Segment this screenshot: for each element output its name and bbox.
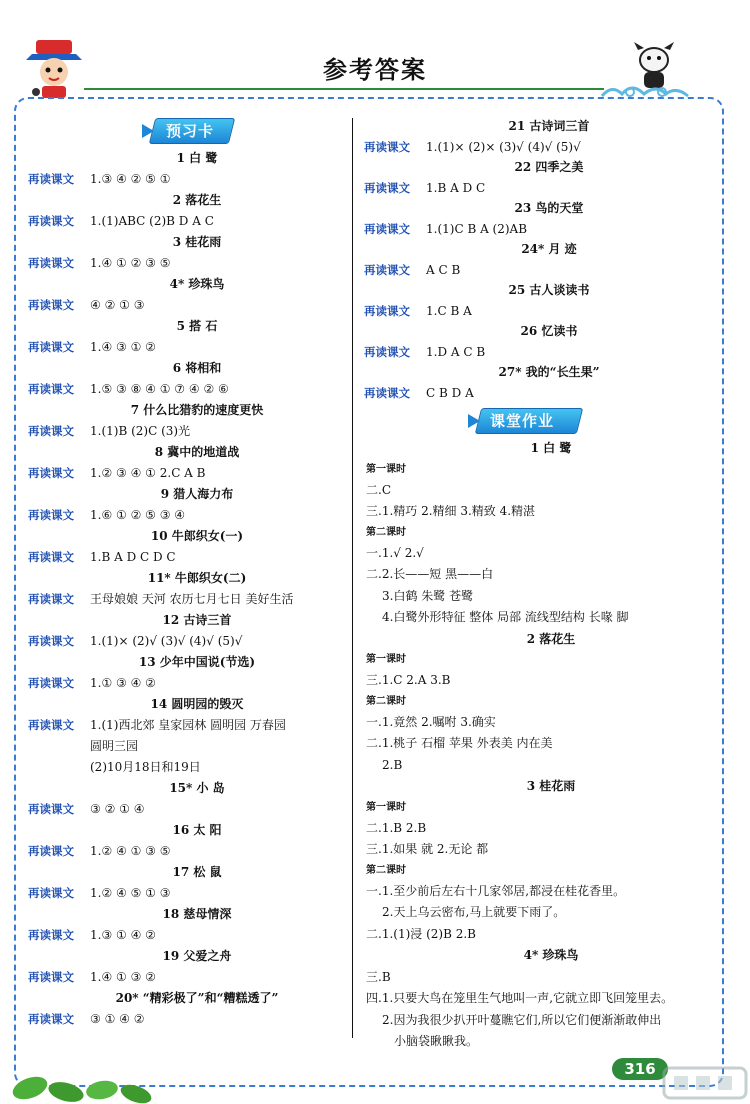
answer-text: 王母娘娘 天河 农历七月七日 美好生活 bbox=[90, 592, 294, 606]
leaf-decoration-icon bbox=[10, 1048, 170, 1104]
lesson-title: 18 慈母情深 bbox=[162, 907, 232, 921]
watermark-icon bbox=[660, 1062, 750, 1104]
reread-label: 再读课文 bbox=[28, 886, 74, 900]
answer-text: 二.1.B 2.B bbox=[366, 820, 427, 835]
lesson-title: 4* 珍珠鸟 bbox=[523, 948, 579, 962]
lesson-title: 13 少年中国说(节选) bbox=[138, 655, 256, 669]
reread-label: 再读课文 bbox=[28, 256, 74, 270]
lesson-title: 19 父爱之舟 bbox=[162, 949, 232, 963]
title-underline bbox=[84, 88, 604, 90]
lesson-period: 第一课时 bbox=[366, 654, 406, 665]
header bbox=[0, 0, 750, 100]
lesson-period: 第二课时 bbox=[366, 864, 406, 876]
lesson-title: 2 落花生 bbox=[526, 631, 576, 646]
answer-text: 2.B bbox=[382, 757, 403, 772]
lesson-title: 10 牛郎织女(一) bbox=[150, 529, 244, 543]
lesson-title: 14 圆明园的毁灭 bbox=[150, 697, 244, 711]
lesson-title: 26 忆读书 bbox=[520, 324, 578, 338]
answer-text: 1.D A C B bbox=[426, 344, 486, 359]
answer-text: 1.B A D C D C bbox=[90, 550, 176, 564]
column-divider bbox=[352, 118, 353, 1038]
answer-text: 1.(1)ABC (2)B D A C bbox=[90, 214, 214, 228]
answer-text: 一.1.竟然 2.嘱咐 3.确实 bbox=[366, 714, 496, 729]
reread-label: 再读课文 bbox=[364, 262, 410, 277]
answer-text: 三.1.C 2.A 3.B bbox=[366, 673, 451, 687]
lesson-title: 12 古诗三首 bbox=[162, 613, 232, 627]
lesson-title: 17 松 鼠 bbox=[172, 865, 222, 879]
badge-preview-card bbox=[152, 118, 242, 144]
answer-text: 小脑袋瞅瞅我。 bbox=[394, 1034, 479, 1048]
answer-text: 二.C bbox=[366, 482, 391, 497]
answer-text: 1.(1)西北郊 皇家园林 圆明园 万春园 bbox=[90, 718, 286, 732]
answer-text: 1.⑥ ① ② ⑤ ③ ④ bbox=[90, 508, 186, 522]
answer-text: 4.白鹭外形特征 整体 局部 流线型结构 长喙 脚 bbox=[382, 610, 629, 624]
answer-text: 1.① ③ ④ ② bbox=[90, 676, 156, 690]
answer-text: 1.(1)B (2)C (3)光 bbox=[90, 424, 191, 438]
lesson-title: 16 太 阳 bbox=[172, 823, 222, 837]
reread-label: 再读课文 bbox=[28, 382, 74, 396]
answer-text: 1.② ③ ④ ① 2.C A B bbox=[90, 466, 206, 480]
page-number: 316 bbox=[612, 1058, 668, 1080]
answer-text: 3.白鹤 朱鹭 苍鹭 bbox=[382, 588, 474, 603]
reread-label: 再读课文 bbox=[364, 139, 410, 154]
lesson-title: 6 将相和 bbox=[172, 361, 222, 375]
reread-label: 再读课文 bbox=[28, 340, 74, 354]
reread-label: 再读课文 bbox=[364, 385, 410, 400]
lesson-period: 第一课时 bbox=[366, 463, 406, 475]
lesson-title: 11* 牛郎织女(二) bbox=[147, 571, 247, 585]
page-title: 参考答案 bbox=[323, 56, 427, 84]
lesson-title: 2 落花生 bbox=[172, 193, 222, 207]
answer-text: 1.③ ④ ② ⑤ ① bbox=[90, 172, 171, 186]
answer-text: 1.(1)× (2)× (3)√ (4)√ (5)√ bbox=[426, 139, 581, 154]
reread-label: 再读课文 bbox=[28, 676, 74, 690]
lesson-title: 3 桂花雨 bbox=[172, 235, 222, 249]
lesson-title: 1 白 鹭 bbox=[530, 441, 572, 455]
lesson-title: 25 古人谈读书 bbox=[508, 283, 590, 297]
answer-text: ③ ① ④ ② bbox=[90, 1012, 145, 1026]
answer-text: 1.④ ① ③ ② bbox=[90, 970, 156, 984]
badge-preview-card-label: 预习卡 bbox=[166, 122, 215, 140]
lesson-title: 7 什么比猎豹的速度更快 bbox=[130, 403, 264, 417]
reread-label: 再读课文 bbox=[28, 508, 74, 522]
lesson-title: 4* 珍珠鸟 bbox=[169, 277, 225, 291]
lesson-title: 3 桂花雨 bbox=[526, 779, 576, 793]
lesson-title: 8 冀中的地道战 bbox=[154, 445, 240, 459]
answer-text: 二.2.长——短 黑——白 bbox=[366, 567, 494, 581]
answer-text: 一.1.√ 2.√ bbox=[366, 545, 424, 560]
answer-text: 1.② ④ ① ③ ⑤ bbox=[90, 844, 171, 858]
reread-label: 再读课文 bbox=[364, 180, 410, 195]
lesson-period: 第一课时 bbox=[366, 801, 406, 813]
lesson-title: 27* 我的“长生果” bbox=[498, 365, 600, 379]
answer-text: 圆明三园 bbox=[90, 739, 139, 753]
answer-text: 三.1.如果 就 2.无论 都 bbox=[366, 842, 489, 856]
lesson-title: 24* 月 迹 bbox=[521, 242, 577, 256]
badge-classroom-homework-label: 课堂作业 bbox=[490, 412, 555, 430]
answer-text: 一.1.至少前后左右十几家邻居,都浸在桂花香里。 bbox=[366, 883, 626, 898]
answer-text: ③ ② ① ④ bbox=[90, 802, 145, 816]
answer-text: A C B bbox=[426, 262, 461, 277]
reread-label: 再读课文 bbox=[28, 214, 74, 228]
answer-text: 三.1.精巧 2.精细 3.精致 4.精湛 bbox=[366, 504, 536, 518]
answer-text: 三.B bbox=[366, 969, 391, 984]
lesson-title: 5 搭 石 bbox=[176, 319, 218, 333]
reread-label: 再读课文 bbox=[28, 592, 74, 606]
lesson-title: 23 鸟的天堂 bbox=[514, 201, 584, 215]
lesson-title: 21 古诗词三首 bbox=[508, 119, 590, 133]
answer-text: 1.③ ① ④ ② bbox=[90, 928, 156, 942]
badge-classroom-homework bbox=[478, 408, 588, 434]
answer-text: 四.1.只要大鸟在笼里生气地叫一声,它就立即飞回笼里去。 bbox=[366, 991, 674, 1005]
answer-text: 1.B A D C bbox=[426, 180, 486, 195]
answer-text: 二.1.桃子 石榴 苹果 外表美 内在美 bbox=[366, 736, 553, 750]
answer-text: 1.④ ① ② ③ ⑤ bbox=[90, 256, 171, 270]
reread-label: 再读课文 bbox=[28, 550, 74, 564]
answer-text: C B D A bbox=[426, 385, 474, 400]
reread-label: 再读课文 bbox=[28, 634, 74, 648]
reread-label: 再读课文 bbox=[28, 466, 74, 480]
lesson-title: 1 白 鹭 bbox=[176, 151, 218, 165]
reread-label: 再读课文 bbox=[28, 970, 74, 984]
reread-label: 再读课文 bbox=[28, 298, 74, 312]
lesson-period: 第二课时 bbox=[366, 695, 406, 707]
answer-text: 1.(1)× (2)√ (3)√ (4)√ (5)√ bbox=[90, 634, 243, 648]
reread-label: 再读课文 bbox=[28, 802, 74, 816]
reread-label: 再读课文 bbox=[364, 221, 410, 236]
lesson-title: 9 猎人海力布 bbox=[160, 487, 234, 501]
reread-label: 再读课文 bbox=[28, 928, 74, 942]
answer-text: 1.(1)C B A (2)AB bbox=[426, 221, 528, 236]
lesson-title: 15* 小 岛 bbox=[169, 781, 225, 795]
answer-text: 1.② ④ ⑤ ① ③ bbox=[90, 886, 171, 900]
reread-label: 再读课文 bbox=[28, 844, 74, 858]
reread-label: 再读课文 bbox=[364, 303, 410, 318]
answer-text: (2)10月18日和19日 bbox=[90, 760, 201, 774]
lesson-period: 第二课时 bbox=[366, 526, 406, 538]
reread-label: 再读课文 bbox=[28, 718, 74, 732]
reread-label: 再读课文 bbox=[28, 172, 74, 186]
answer-text: 1.C B A bbox=[426, 303, 472, 318]
reread-label: 再读课文 bbox=[364, 344, 410, 359]
answer-text: 二.1.(1)浸 (2)B 2.B bbox=[366, 926, 476, 941]
lesson-title: 20* “精彩极了”和“糟糕透了” bbox=[115, 991, 279, 1005]
reread-label: 再读课文 bbox=[28, 1012, 74, 1026]
answer-text: ④ ② ① ③ bbox=[90, 298, 145, 312]
answer-text: 1.④ ③ ① ② bbox=[90, 340, 156, 354]
answer-text: 1.⑤ ③ ⑧ ④ ① ⑦ ④ ② ⑥ bbox=[90, 382, 229, 396]
answer-text: 2.天上乌云密布,马上就要下雨了。 bbox=[382, 905, 566, 919]
reread-label: 再读课文 bbox=[28, 424, 74, 438]
answer-text: 2.因为我很少扒开叶蔓瞧它们,所以它们便渐渐敢伸出 bbox=[382, 1012, 662, 1027]
lesson-title: 22 四季之美 bbox=[514, 160, 584, 174]
